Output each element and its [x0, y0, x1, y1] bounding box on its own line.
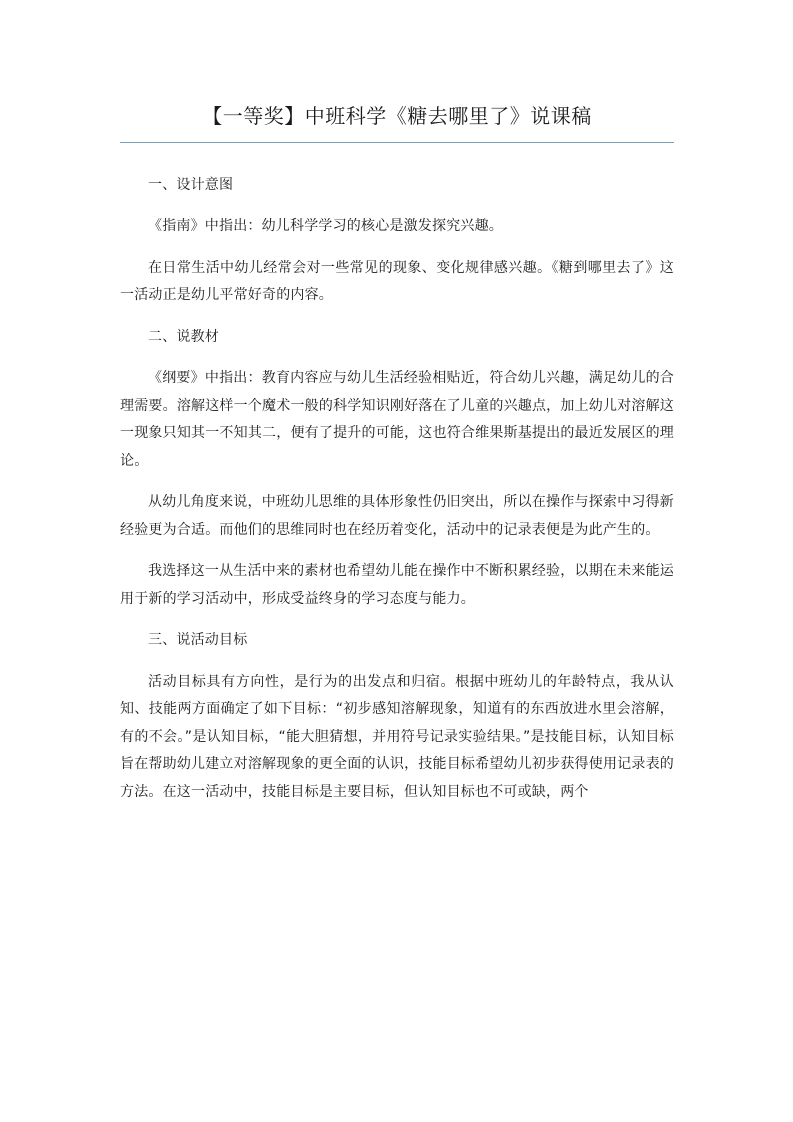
- paragraph: 《纲要》中指出：教育内容应与幼儿生活经验相贴近，符合幼儿兴趣，满足幼儿的合理需要。溶解这样一个魔术一般的科学知识刚好落在了儿童的兴趣点，加上幼儿对溶解这一现象只知其一不知其二，便有了提升的可能，这也符合维果斯基提出的最近发展区的理论。: [120, 370, 674, 469]
- title-divider: [120, 142, 674, 143]
- paragraph: 我选择这一从生活中来的素材也希望幼儿能在操作中不断积累经验，以期在未来能运用于新的学习活动中，形成受益终身的学习态度与能力。: [120, 563, 674, 607]
- section-heading-activity-goals: 三、说活动目标: [148, 632, 248, 649]
- document-body: [120, 172, 674, 820]
- paragraph: 活动目标具有方向性，是行为的出发点和归宿。根据中班幼儿的年龄特点，我从认知、技能两方面确定了如下目标：“初步感知溶解现象，知道有的东西放进水里会溶解，有的不会。”是认知目标，“能大胆猜想，并用符号记录实验结果。”是技能目标，认知目标旨在帮助幼儿建立对溶解现象的更全面的认识，技能目标希望幼儿初步获得使用记录表的方法。在这一活动中，技能目标是主要目标，但认知目标也不可或缺，两个: [120, 673, 674, 801]
- paragraph: 《指南》中指出：幼儿科学学习的核心是激发探究兴趣。: [148, 218, 503, 235]
- section-heading-design-intent: 一、设计意图: [148, 177, 234, 193]
- paragraph: 从幼儿角度来说，中班幼儿思维的具体形象性仍旧突出，所以在操作与探索中习得新经验更为合适。而他们的思维同时也在经历着变化，活动中的记录表便是为此产生的。: [120, 494, 674, 538]
- document-title: 【一等奖】中班科学《糖去哪里了》说课稿: [202, 104, 592, 128]
- paragraph: 在日常生活中幼儿经常会对一些常见的现象、变化规律感兴趣。《糖到哪里去了》这一活动正是幼儿平常好奇的内容。: [120, 259, 674, 304]
- section-heading-teaching-material: 二、说教材: [148, 328, 219, 345]
